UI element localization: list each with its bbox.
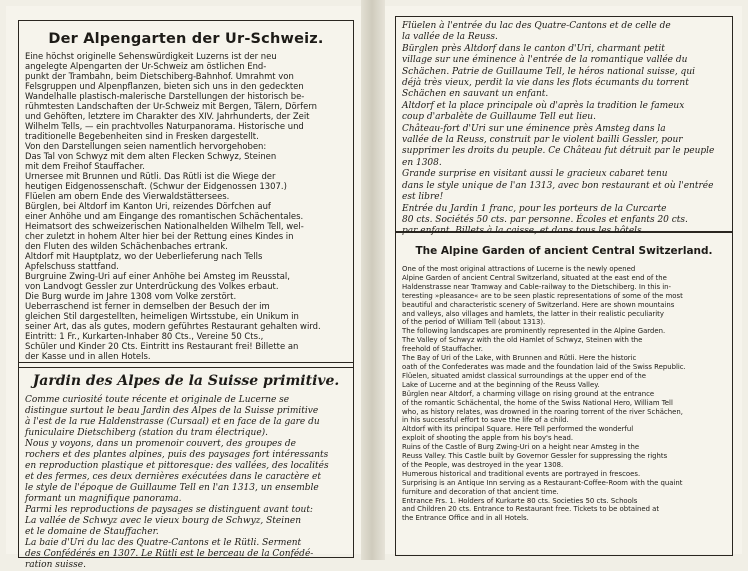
french-line: ration suisse.: [25, 560, 86, 570]
german-line: Das Tal von Schwyz mit dem alten Flecken Schwyz, Steinen: [25, 151, 277, 161]
english-line: Humerous historical and traditional events are portrayed in frescoes.: [402, 469, 641, 478]
german-line: einer Anhöhe und am Eingange des romantischen Schächentales.: [25, 211, 304, 221]
english-line: Entrance Frs. 1. Holders of Kurkarte 80 cts. Societies 50 cts. Schools: [402, 496, 638, 505]
french-line: La baie d'Uri du lac des Quatre-Cantons et le Rütli. Serment: [25, 538, 302, 548]
english-line: of the romantic Schächental, the home of the Swiss National Hero, William Tell: [402, 398, 673, 407]
french-continued-section: [395, 16, 733, 237]
french-continued-line: en 1308.: [402, 157, 442, 168]
german-line: der Kasse und in allen Hotels.: [25, 351, 151, 361]
french-line: et des fermes, ces deux dernières exécutées dans le caractère et: [25, 472, 321, 482]
french-continued-line: Flüelen à l'entrée du lac des Quatre-Cantons et de celle de: [402, 21, 671, 31]
english-section: [395, 232, 733, 556]
german-line: Wilhelm Tells, — ein prachtvolles Naturpanorama. Historische und: [25, 121, 304, 131]
german-line: rühmtesten Landschaften der Ur-Schweiz mit Bergen, Tälern, Dörfern: [25, 101, 317, 111]
french-continued-line: dans le style unique de l'an 1313, avec bon restaurant et où l'entrée: [402, 180, 714, 191]
french-continued-line: 80 cts. Sociétés 50 cts. par personne. Écoles et enfants 20 cts.: [402, 214, 688, 225]
french-continued-line: déjà très vieux, perdit la vie dans les flots écumants du torrent: [402, 78, 689, 89]
german-line: seiner Art, das als gutes, modern geführtes Restaurant gehalten wird.: [25, 321, 321, 331]
english-line: Bürglen near Altdorf, a charming village on rising ground at the entrance: [402, 389, 655, 398]
german-line: Urnersee mit Brunnen und Rütli. Das Rütli ist die Wiege der: [25, 171, 276, 181]
german-line: mit dem Freihof Stauffacher.: [25, 161, 145, 171]
english-line: beautiful and characteristic scenery of Switzerland. Here are shown mountains: [402, 300, 675, 309]
german-line: cher zuletzt in hohem Alter hier bei der Rettung eines Kindes in: [25, 231, 294, 241]
english-line: of the People, was destroyed in the year 1308.: [402, 460, 564, 469]
english-body: [402, 265, 726, 523]
french-continued-line: Altdorf et la place principale où d'après la tradition le fameux: [402, 100, 685, 111]
german-title: Der Alpengarten der Ur-Schweiz.: [48, 31, 324, 47]
french-continued-line: Bürglen près Altdorf dans le canton d'Uri, charmant petit: [402, 43, 665, 54]
german-line: Ueberraschend ist ferner in demselben der Besuch der im: [25, 301, 270, 311]
english-line: of the period of William Tell (about 1313).: [402, 318, 546, 327]
english-line: Surprising is an Antique Inn serving as a Restaurant-Coffee-Room with the quaint: [402, 478, 683, 487]
english-line: Lake of Lucerne and at the beginning of the Reuss Valley.: [402, 380, 600, 389]
german-line: punkt der Trambahn, beim Dietschiberg-Bahnhof. Umrahmt von: [25, 71, 294, 81]
german-line: Von den Darstellungen seien namentlich hervorgehoben:: [25, 141, 267, 151]
french-line: le style de l'époque de Guillaume Tell en l'an 1313, un ensemble: [25, 483, 319, 493]
german-line: den Fluten des wilden Schächenbaches ertrank.: [25, 241, 228, 251]
english-line: The Valley of Schwyz with the old Hamlet of Schwyz, Steinen with the: [402, 336, 643, 345]
german-line: traditionelle Begebenheiten sind in Fresken dargestellt.: [25, 131, 259, 141]
french-continued-line: vallée de la Reuss, construit par le violent bailli Gessler, pour: [402, 135, 683, 146]
english-line: and Children 20 cts. Entrance to Restaurant free. Tickets to be obtained at: [402, 505, 660, 514]
left-page: [6, 6, 361, 570]
german-line: Heimatsort des schweizerischen Nationalhelden Wilhelm Tell, wel-: [25, 221, 304, 231]
german-line: Flüelen am obern Ende des Vierwaldstättersees.: [25, 191, 230, 201]
french-section: [18, 362, 354, 570]
french-continued-line: Entrée du Jardin 1 franc, pour les porteurs de la Curcarte: [402, 203, 667, 214]
english-line: exploit of shooting the apple from his boy's head.: [402, 434, 574, 443]
german-line: und Gehöften, letztere im Charakter des XIV. Jahrhunderts, der Zeit: [25, 111, 310, 121]
french-continued-line: par enfant. Billets à la caisse, et dans tous les hôtels.: [402, 226, 645, 237]
french-continued-line: est libre!: [402, 192, 444, 203]
english-line: Haldenstrasse near Tramway and Cable-railway to the Dietschiberg. In this in-: [402, 282, 672, 291]
german-section: [18, 20, 354, 368]
german-line: Burgruine Zwing-Uri auf einer Anhöhe bei Amsteg im Reusstal,: [25, 271, 290, 281]
french-body: [25, 395, 347, 571]
german-body: [25, 51, 347, 361]
english-line: teresting »pleasance« are to be seen plastic representations of some of the most: [402, 291, 683, 300]
english-line: freehold of Stauffacher.: [402, 345, 483, 354]
french-continued-line: coup d'arbalète de Guillaume Tell eut lieu.: [402, 112, 596, 123]
german-line: von Landvogt Gessler zur Unterdrückung des Volkes erbaut.: [25, 281, 279, 291]
french-continued-line: Grande surprise en visitant aussi le gracieux cabaret tenu: [402, 169, 668, 180]
english-line: Altdorf with its principal Square. Here Tell performed the wonderful: [402, 425, 634, 434]
french-continued-line: Château-fort d'Uri sur une éminence près Amsteg dans la: [402, 123, 666, 134]
right-page: [385, 6, 742, 554]
french-line: à l'est de la rue Haldenstrasse (Cursaal) et en face de la gare du: [25, 417, 320, 427]
french-line: rochers et des plantes alpines, puis des paysages fort intéressants: [25, 450, 329, 460]
english-title: The Alpine Garden of ancient Central Switzerland.: [415, 245, 713, 257]
german-line: Felsgruppen und Alpenpflanzen, bieten sich uns in den gedeckten: [25, 81, 304, 91]
german-line: Wandelhalle plastisch-malerische Darstellungen der historisch be-: [25, 91, 305, 101]
english-line: The Bay of Uri of the Lake, with Brunnen and Rütli. Here the historic: [402, 354, 637, 363]
french-line: Nous y voyons, dans un promenoir couvert, des groupes de: [25, 439, 296, 449]
german-line: Bürglen, bei Altdorf im Kanton Uri, reizendes Dörfchen auf: [25, 201, 271, 211]
english-line: who, as history relates, was drowned in the roaring torrent of the river Schächen,: [402, 407, 683, 416]
german-line: Altdorf mit Hauptplatz, wo der Ueberlieferung nach Tells: [25, 251, 263, 261]
german-line: Eine höchst originelle Sehenswürdigkeit Luzerns ist der neu: [25, 51, 277, 61]
french-line: des Confédérés en 1307. Le Rütli est le berceau de la Confédé-: [25, 549, 314, 559]
french-line: formant un magnifique panorama.: [25, 494, 182, 504]
french-line: Parmi les reproductions de paysages se distinguent avant tout:: [25, 505, 313, 515]
english-line: oath of the Confederates was made and the foundation laid of the Swiss Republic.: [402, 362, 686, 371]
german-line: Apfelschuss stattfand.: [25, 261, 119, 271]
german-line: gleichen Stil dargestellten, heimeligen Wirtsstube, ein Unikum in: [25, 311, 299, 321]
french-continued-body: [402, 21, 726, 238]
english-line: the Entrance Office and in all Hotels.: [402, 514, 529, 523]
french-continued-line: supprimer les droits du peuple. Ce Château fut détruit par le peuple: [402, 146, 715, 157]
french-line: La vallée de Schwyz avec le vieux bourg de Schwyz, Steinen: [25, 516, 302, 526]
french-title: Jardin des Alpes de la Suisse primitive.: [32, 373, 340, 389]
french-continued-line: village sur une éminence à l'entrée de la romantique vallée du: [402, 55, 688, 66]
french-line: distingue surtout le beau Jardin des Alpes de la Suisse primitive: [25, 406, 319, 416]
english-line: The following landscapes are prominently represented in the Alpine Garden.: [402, 327, 666, 336]
french-continued-line: la vallée de la Reuss.: [402, 32, 498, 43]
english-line: and valleys, also villages and hamlets, the latter in their realistic peculiarity: [402, 309, 664, 318]
german-line: angelegte Alpengarten der Ur-Schweiz am östlichen End-: [25, 61, 267, 71]
english-line: Flüelen, situated amidst classical surroundings at the upper end of the: [402, 371, 646, 380]
french-line: en reproduction plastique et pittoresque: des vallées, des localités: [25, 461, 329, 471]
german-line: Eintritt: 1 Fr., Kurkarten-Inhaber 80 Cts., Vereine 50 Cts.,: [25, 331, 264, 341]
french-continued-line: Schächen. Patrie de Guillaume Tell, le héros national suisse, qui: [402, 66, 695, 77]
french-line: Comme curiosité toute récente et originale de Lucerne se: [25, 395, 290, 405]
page-gutter: [361, 0, 385, 560]
french-line: et le domaine de Stauffacher.: [25, 527, 159, 537]
french-continued-line: Schächen en sauvant un enfant.: [402, 89, 549, 100]
english-line: Reuss Valley. This Castle built by Governor Gessler for suppressing the rights: [402, 452, 668, 461]
german-line: Schüler und Kinder 20 Cts. Eintritt ins Restaurant frei! Billette an: [25, 341, 299, 351]
english-line: Ruins of the Castle of Burg Zwing-Uri on a height near Amsteg in the: [402, 443, 640, 452]
english-line: One of the most original attractions of Lucerne is the newly opened: [402, 265, 636, 273]
english-line: Alpine Garden of ancient Central Switzerland, situated at the east end of the: [402, 273, 667, 282]
german-line: Die Burg wurde im Jahre 1308 vom Volke zerstört.: [25, 291, 237, 301]
english-line: furniture and decoration of that ancient time.: [402, 487, 559, 496]
english-line: in his successful effort to save the life of a child.: [402, 416, 569, 425]
french-line: funiculaire Dietschiberg (station du tram électrique).: [25, 428, 269, 438]
german-line: heutigen Eidgenossenschaft. (Schwur der Eidgenossen 1307.): [25, 181, 287, 191]
